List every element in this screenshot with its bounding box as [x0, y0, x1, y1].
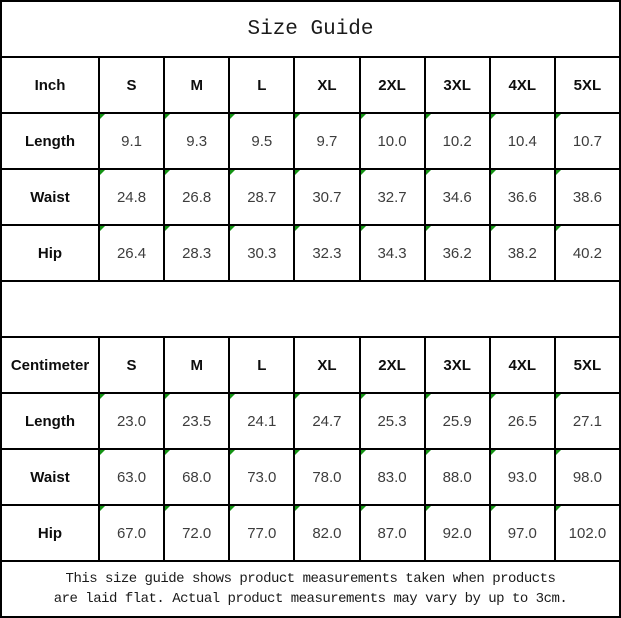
measure-value: 10.7	[572, 132, 603, 150]
measure-value: 9.3	[186, 132, 208, 150]
measure-cell	[230, 114, 293, 168]
measure-cell	[556, 170, 619, 224]
measure-cell	[230, 170, 293, 224]
measure-value: 26.4	[116, 244, 147, 262]
measure-cell	[491, 506, 554, 560]
flag-triangle-icon	[426, 506, 431, 511]
flag-triangle-icon	[556, 506, 561, 511]
measure-value: 97.0	[507, 524, 537, 542]
footer-note	[2, 562, 619, 616]
measure-value: 23.0	[116, 412, 147, 430]
size-col-header: 3XL	[426, 338, 489, 392]
size-col-header: S	[100, 58, 163, 112]
measure-value: 34.6	[442, 188, 472, 206]
size-col-header: 2XL	[361, 58, 424, 112]
measure-value: 87.0	[377, 524, 407, 542]
flag-triangle-icon	[491, 506, 496, 511]
flag-triangle-icon	[100, 170, 105, 175]
measure-cell	[556, 394, 619, 448]
measure-cell	[295, 170, 358, 224]
measure-cell	[491, 114, 554, 168]
flag-triangle-icon	[165, 450, 170, 455]
measure-value: 83.0	[377, 468, 407, 486]
flag-triangle-icon	[426, 114, 431, 119]
measure-cell	[100, 226, 163, 280]
size-col-header: L	[230, 58, 293, 112]
flag-triangle-icon	[295, 170, 300, 175]
measure-cell	[426, 506, 489, 560]
row-label: Hip	[2, 506, 98, 560]
row-label: Hip	[2, 226, 98, 280]
measure-value: 28.7	[247, 188, 277, 206]
measure-value: 78.0	[312, 468, 342, 486]
measure-value: 9.1	[121, 132, 142, 150]
measure-cell	[426, 394, 489, 448]
measure-cell	[295, 506, 358, 560]
measure-cell	[426, 226, 489, 280]
size-col-header: L	[230, 338, 293, 392]
flag-triangle-icon	[230, 450, 235, 455]
measure-cell	[361, 506, 424, 560]
measure-cell	[426, 170, 489, 224]
flag-triangle-icon	[556, 450, 561, 455]
measure-value: 32.7	[377, 188, 407, 206]
measure-value: 10.4	[507, 132, 537, 150]
measure-value: 34.3	[377, 244, 407, 262]
measure-value: 67.0	[116, 524, 147, 542]
size-col-header: 4XL	[491, 58, 554, 112]
measure-value: 9.7	[316, 132, 338, 150]
size-col-header: 5XL	[556, 58, 619, 112]
flag-triangle-icon	[100, 450, 105, 455]
measure-value: 38.6	[572, 188, 603, 206]
flag-triangle-icon	[100, 394, 105, 399]
flag-triangle-icon	[295, 226, 300, 231]
flag-triangle-icon	[361, 394, 366, 399]
measure-cell	[491, 170, 554, 224]
flag-triangle-icon	[361, 170, 366, 175]
measure-cell	[295, 394, 358, 448]
measure-value: 73.0	[247, 468, 277, 486]
measure-cell	[100, 114, 163, 168]
flag-triangle-icon	[491, 394, 496, 399]
measure-cell	[361, 450, 424, 504]
measure-cell	[426, 114, 489, 168]
measure-cell	[230, 506, 293, 560]
measure-value: 93.0	[507, 468, 537, 486]
footer-line-1: This size guide shows product measurements taken when products	[65, 571, 556, 587]
measure-cell	[100, 506, 163, 560]
measure-value: 36.2	[442, 244, 472, 262]
flag-triangle-icon	[426, 226, 431, 231]
size-col-header: M	[165, 338, 228, 392]
measure-value: 38.2	[507, 244, 537, 262]
measure-value: 63.0	[116, 468, 147, 486]
row-label: Waist	[2, 450, 98, 504]
measure-cell	[165, 114, 228, 168]
measure-value: 26.8	[182, 188, 212, 206]
flag-triangle-icon	[230, 170, 235, 175]
flag-triangle-icon	[361, 114, 366, 119]
size-col-header: XL	[295, 58, 358, 112]
measure-value: 24.8	[116, 188, 147, 206]
measure-cell	[361, 114, 424, 168]
measure-value: 77.0	[247, 524, 277, 542]
flag-triangle-icon	[230, 226, 235, 231]
measure-cell	[556, 506, 619, 560]
unit-header-inch: Inch	[2, 58, 98, 112]
measure-cell	[361, 170, 424, 224]
measure-cell	[165, 170, 228, 224]
flag-triangle-icon	[165, 226, 170, 231]
measure-value: 27.1	[572, 412, 603, 430]
measure-cell	[295, 114, 358, 168]
flag-triangle-icon	[491, 226, 496, 231]
measure-value: 88.0	[442, 468, 472, 486]
flag-triangle-icon	[165, 506, 170, 511]
measure-value: 72.0	[182, 524, 212, 542]
measure-cell	[491, 226, 554, 280]
flag-triangle-icon	[295, 450, 300, 455]
measure-value: 32.3	[312, 244, 342, 262]
flag-triangle-icon	[100, 226, 105, 231]
flag-triangle-icon	[165, 170, 170, 175]
flag-triangle-icon	[556, 226, 561, 231]
size-col-header: M	[165, 58, 228, 112]
size-col-header: 3XL	[426, 58, 489, 112]
measure-value: 102.0	[568, 524, 607, 542]
measure-cell	[100, 450, 163, 504]
measure-cell	[165, 226, 228, 280]
flag-triangle-icon	[556, 170, 561, 175]
measure-cell	[295, 226, 358, 280]
measure-value: 23.5	[182, 412, 212, 430]
measure-value: 30.3	[247, 244, 277, 262]
measure-cell	[100, 170, 163, 224]
measure-cell	[230, 450, 293, 504]
measure-cell	[165, 506, 228, 560]
flag-triangle-icon	[230, 506, 235, 511]
measure-value: 98.0	[572, 468, 603, 486]
unit-header-centimeter: Centimeter	[2, 338, 98, 392]
flag-triangle-icon	[556, 394, 561, 399]
measure-value: 40.2	[572, 244, 603, 262]
measure-cell	[426, 450, 489, 504]
measure-value: 25.9	[442, 412, 472, 430]
measure-value: 68.0	[182, 468, 212, 486]
flag-triangle-icon	[230, 394, 235, 399]
measure-cell	[295, 450, 358, 504]
measure-value: 24.1	[247, 412, 277, 430]
flag-triangle-icon	[426, 170, 431, 175]
measure-cell	[230, 394, 293, 448]
measure-value: 28.3	[182, 244, 212, 262]
flag-triangle-icon	[100, 114, 105, 119]
measure-cell	[556, 450, 619, 504]
flag-triangle-icon	[491, 114, 496, 119]
measure-cell	[165, 394, 228, 448]
measure-cell	[361, 394, 424, 448]
measure-cell	[556, 226, 619, 280]
size-col-header: 5XL	[556, 338, 619, 392]
measure-value: 10.0	[377, 132, 407, 150]
flag-triangle-icon	[230, 114, 235, 119]
measure-cell	[556, 114, 619, 168]
flag-triangle-icon	[361, 450, 366, 455]
row-label: Length	[2, 394, 98, 448]
measure-value: 10.2	[442, 132, 472, 150]
flag-triangle-icon	[295, 506, 300, 511]
flag-triangle-icon	[491, 170, 496, 175]
measure-value: 30.7	[312, 188, 342, 206]
flag-triangle-icon	[491, 450, 496, 455]
flag-triangle-icon	[100, 506, 105, 511]
measure-value: 36.6	[507, 188, 537, 206]
measure-cell	[230, 226, 293, 280]
flag-triangle-icon	[361, 226, 366, 231]
spacer-row	[2, 282, 619, 336]
measure-cell	[491, 450, 554, 504]
measure-value: 92.0	[442, 524, 472, 542]
size-col-header: XL	[295, 338, 358, 392]
measure-value: 25.3	[377, 412, 407, 430]
flag-triangle-icon	[426, 450, 431, 455]
footer-line-2: are laid flat. Actual product measurements may vary by up to 3cm.	[53, 591, 568, 607]
flag-triangle-icon	[295, 394, 300, 399]
flag-triangle-icon	[165, 394, 170, 399]
measure-cell	[165, 450, 228, 504]
row-label: Length	[2, 114, 98, 168]
measure-cell	[100, 394, 163, 448]
flag-triangle-icon	[556, 114, 561, 119]
flag-triangle-icon	[165, 114, 170, 119]
page-title: Size Guide	[2, 2, 619, 56]
size-col-header: 2XL	[361, 338, 424, 392]
measure-cell	[361, 226, 424, 280]
measure-value: 9.5	[251, 132, 273, 150]
measure-value: 26.5	[507, 412, 537, 430]
measure-value: 82.0	[312, 524, 342, 542]
flag-triangle-icon	[426, 394, 431, 399]
measure-value: 24.7	[312, 412, 342, 430]
measure-cell	[491, 394, 554, 448]
flag-triangle-icon	[361, 506, 366, 511]
row-label: Waist	[2, 170, 98, 224]
size-col-header: 4XL	[491, 338, 554, 392]
flag-triangle-icon	[295, 114, 300, 119]
size-col-header: S	[100, 338, 163, 392]
